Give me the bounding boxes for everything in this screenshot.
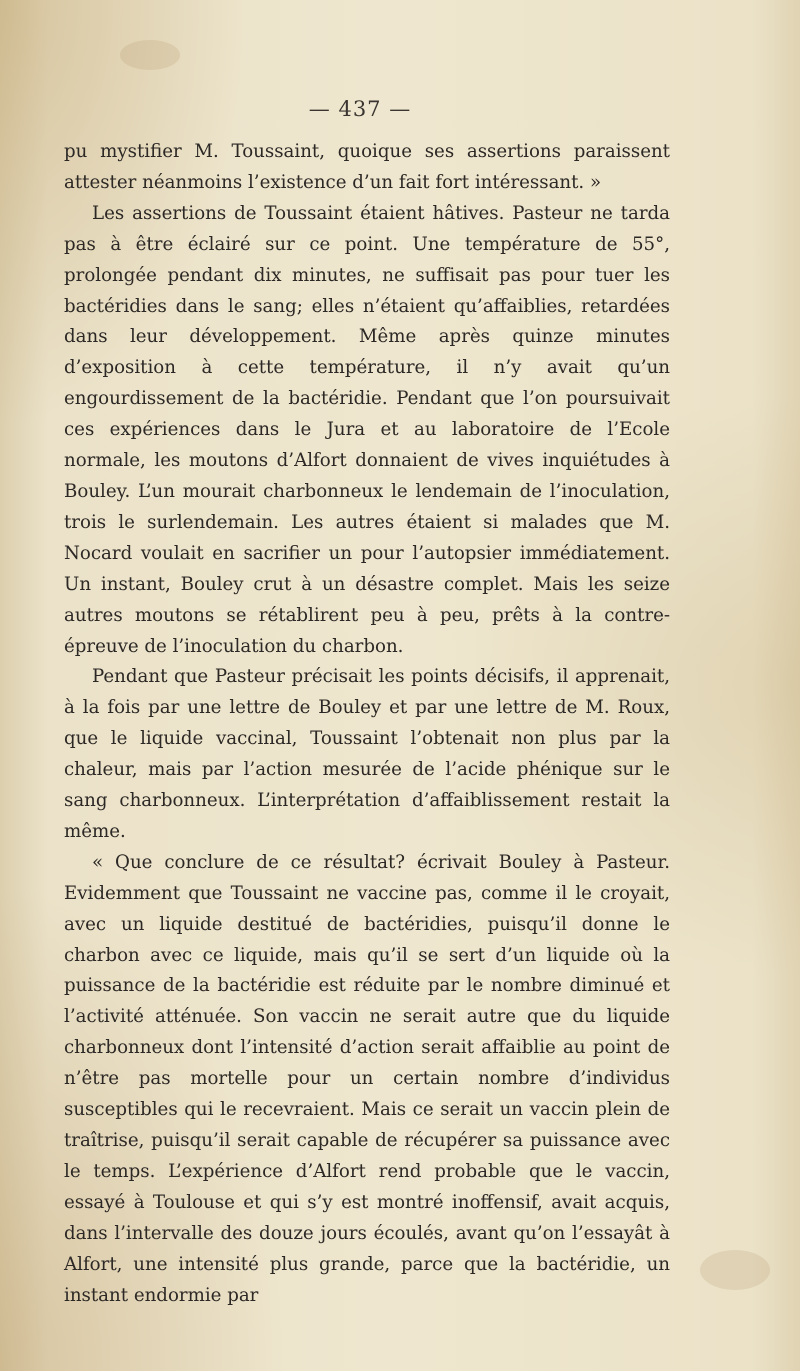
page-number: — 437 —	[308, 97, 412, 121]
paragraph: Pendant que Pasteur précisait les points décisifs, il apprenait, à la fois par une lettre de Bouley et par une lettre de M. Roux, que le liquide vaccinal, Toussaint l’obtenait non plus par la chaleur, mais par l’action mesurée de l’acide phénique sur le sang charbonneux. L’interprétation d’affaiblissement restait la même.	[64, 666, 670, 842]
paper-stain	[700, 1250, 770, 1290]
paragraph: « Que conclure de ce résultat? écrivait Bouley à Pasteur. Evidemment que Toussaint ne vaccine pas, comme il le croyait, avec un liquide destitué de bactéridies, puisqu’il donne le charbon avec ce liquide, mais qu’il se sert d’un liquide où la puissance de la bactéridie est réduite par le nombre diminué et l’activité atténuée. Son vaccin ne serait autre que du liquide charbonneux dont l’intensité d’action serait affaiblie au point de n’être pas mortelle pour un certain nombre d’individus susceptibles qui le recevraient. Mais ce serait un vaccin plein de traîtrise, puisqu’il serait capable de récupérer sa puissance avec le temps. L’expérience d’Alfort rend probable que le vaccin, essayé à Toulouse et qui s’y est montré inoffensif, avait acquis, dans l’intervalle des douze jours écoulés, avant qu’on l’essayât à Alfort, une intensité plus grande, parce que la bactéridie, un instant endormie par	[64, 851, 670, 1306]
paragraph: Les assertions de Toussaint étaient hâtives. Pasteur ne tarda pas à être éclairé sur ce point. Une température de 55°, prolongée pendant dix minutes, ne suffisait pas pour tuer les bactéridies dans le sang; elles n’étaient qu’affaiblies, retardées dans leur développement. Même après quinze minutes d’exposition à cette température, il n’y avait qu’un engourdissement de la bactéridie. Pendant que l’on poursuivait ces expériences dans le Jura et au laboratoire de l’Ecole normale, les moutons d’Alfort donnaient de vives inquiétudes à Bouley. L’un mourait charbonneux le lendemain de l’inoculation, trois le surlendemain. Les autres étaient si malades que M. Nocard voulait en sacrifier un pour l’autopsier immédiatement. Un instant, Bouley crut à un désastre complet. Mais les seize autres moutons se rétablirent peu à peu, prêts à la contre-épreuve de l’inoculation du charbon.	[64, 202, 670, 657]
body-text	[64, 137, 670, 1311]
paragraph: pu mystifier M. Toussaint, quoique ses assertions paraissent attester néanmoins l’existence d’un fait fort intéressant. »	[64, 141, 670, 193]
paper-stain	[120, 40, 180, 70]
